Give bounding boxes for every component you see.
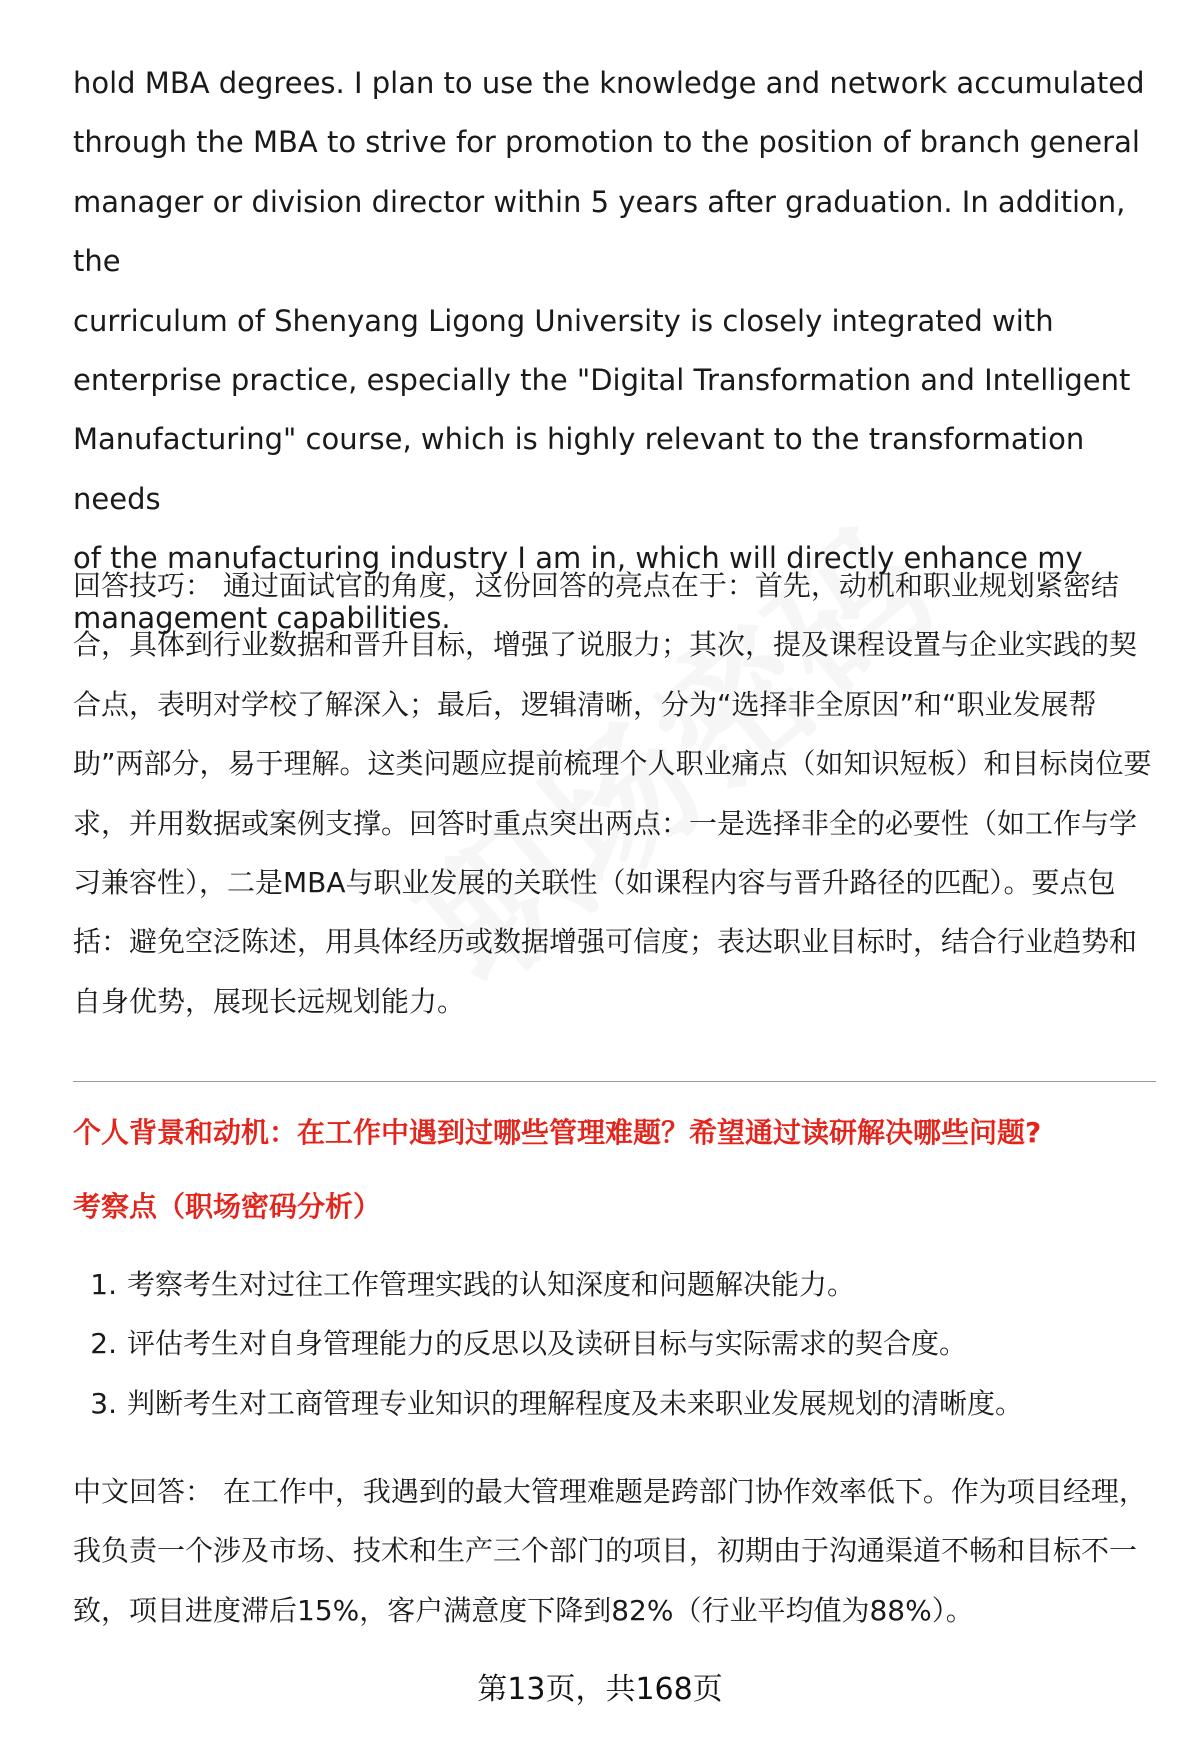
list-item-number: 3. xyxy=(90,1386,117,1420)
list-item xyxy=(73,1374,1163,1433)
chinese-answer-paragraph xyxy=(73,1462,1163,1640)
english-answer-paragraph: hold MBA degrees. I plan to use the knowledge and network accumulated through the MBA to strive for promotion to the position of branch general manager or division director within 5 years after graduation. In addition, the curriculum of Shenyang Ligong University is closely integrated with enterprise practice, especially the "Digital Transformation and Intelligent Manufacturing" course, which is highly relevant to the transformation needs of the manufacturing industry I am in, which will directly enhance my management capabilities. xyxy=(73,66,1145,635)
list-item-text: 考察考生对过往工作管理实践的认知深度和问题解决能力。 xyxy=(127,1268,856,1301)
chinese-answer-label: 中文回答： xyxy=(73,1475,214,1508)
answer-tips-paragraph xyxy=(73,556,1163,1031)
list-item-number: 1. xyxy=(90,1268,117,1301)
answer-tips-text: 通过面试官的角度，这份回答的亮点在于：首先，动机和职业规划紧密结合，具体到行业数据和晋升目标，增强了说服力；其次，提及课程设置与企业实践的契合点，表明对学校了解深入；最后，逻辑清晰，分为“选择非全原因”和“职业发展帮助”两部分，易于理解。这类问题应提前梳理个人职业痛点（如知识短板）和目标岗位要求，并用数据或案例支撑。回答时重点突出两点：一是选择非全的必要性（如工作与学习兼容性），二是MBA与职业发展的关联性（如课程内容与晋升路径的匹配）。要点包括：避免空泛陈述，用具体经历或数据增强可信度；表达职业目标时，结合行业趋势和自身优势，展现长远规划能力。 xyxy=(73,569,1152,1018)
chinese-answer-text: 在工作中，我遇到的最大管理难题是跨部门协作效率低下。作为项目经理，我负责一个涉及市场、技术和生产三个部门的项目，初期由于沟通渠道不畅和目标不一致，项目进度滞后15%，客户满意度下降到82%（行业平均值为88%）。 xyxy=(73,1475,1147,1627)
list-item xyxy=(73,1255,1163,1314)
answer-tips-label: 回答技巧： xyxy=(73,569,214,602)
question-heading: 个人背景和动机：在工作中遇到过哪些管理难题？希望通过读研解决哪些问题? xyxy=(73,1116,1042,1149)
section-divider xyxy=(73,1081,1156,1082)
assessment-heading: 考察点（职场密码分析） xyxy=(73,1190,382,1223)
page-footer: 第13页，共168页 xyxy=(477,1672,723,1707)
list-item xyxy=(73,1314,1163,1373)
list-item-text: 判断考生对工商管理专业知识的理解程度及未来职业发展规划的清晰度。 xyxy=(127,1386,1024,1420)
list-item-text: 评估考生对自身管理能力的反思以及读研目标与实际需求的契合度。 xyxy=(127,1327,968,1361)
assessment-points-list xyxy=(73,1255,1163,1433)
list-item-number: 2. xyxy=(90,1327,117,1361)
